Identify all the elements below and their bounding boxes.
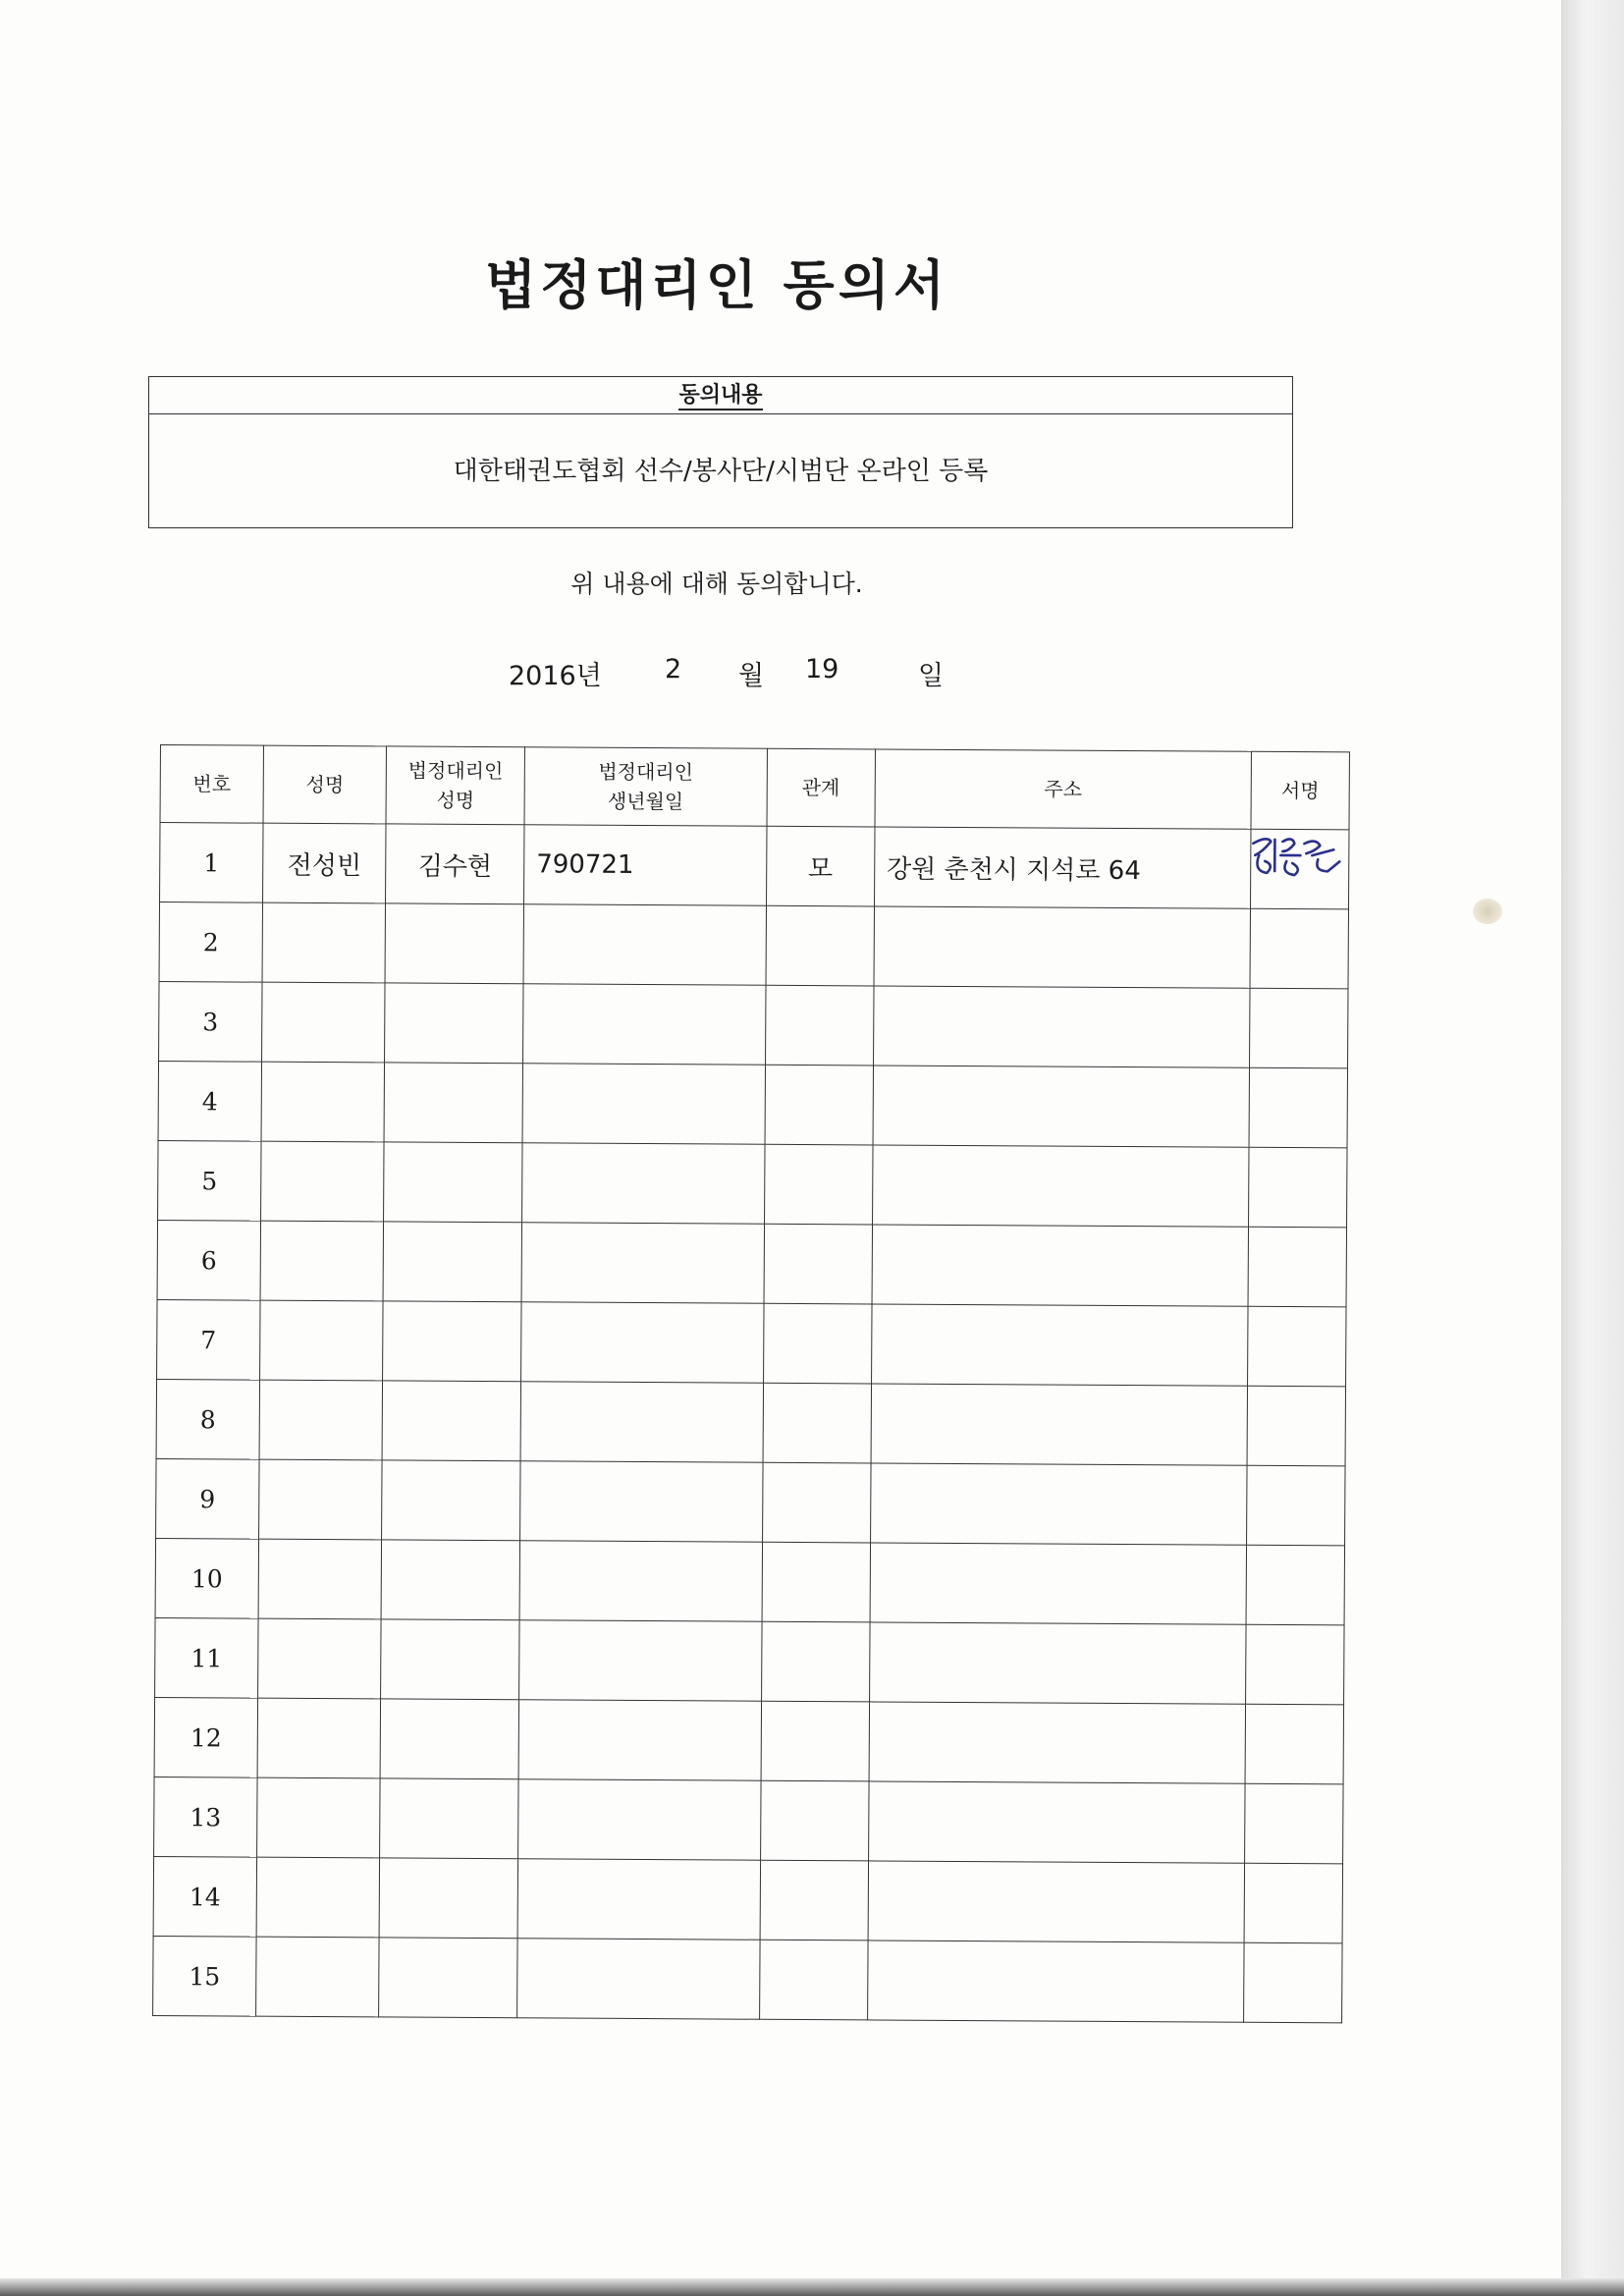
header-no: 번호 [160,745,263,824]
cell-signature [1251,829,1349,909]
consent-header-label: 동의내용 [678,383,762,410]
cell-name [257,1777,381,1858]
cell-signature [1244,1942,1342,2023]
cell-guardian [382,1381,520,1461]
date-month-unit: 월 [738,661,765,691]
consent-body: 대한태권도협회 선수/봉사단/시범단 온라인 등록 [453,457,989,486]
cell-name [261,1141,385,1222]
header-signature: 서명 [1251,751,1349,830]
cell-signature [1246,1545,1344,1625]
table-row [158,1061,1347,1147]
header-guardian-birth-line1: 법정대리인 [598,759,694,785]
cell-address [872,1145,1249,1227]
cell-relation [765,1065,874,1145]
cell-signature [1249,1147,1347,1228]
document-title: 법정대리인 동의서 [484,254,949,316]
cell-name [256,1857,380,1938]
cell-address [871,1304,1248,1386]
cell-no: 10 [155,1538,258,1618]
table-row [158,1140,1347,1227]
cell-relation [760,1780,869,1861]
cell-no: 11 [155,1617,258,1698]
date-day-unit: 일 [918,661,945,691]
paper-stain [1473,899,1502,924]
cell-name [258,1618,382,1699]
cell-birth: 790721 [524,825,767,906]
cell-birth [519,1620,762,1702]
table-body [153,823,1349,2023]
cell-guardian [381,1619,519,1700]
table-row [156,1379,1345,1465]
cell-birth [517,1859,760,1941]
cell-guardian [380,1699,518,1779]
cell-no: 12 [154,1697,257,1777]
table-row [153,1856,1342,1942]
cell-relation: 모 [766,826,875,906]
date-year: 2016년 [509,661,602,691]
cell-birth [519,1541,762,1622]
table-header-row [160,745,1349,830]
cell-birth [523,904,766,986]
cell-relation [763,1303,872,1384]
header-guardian-name-line2: 성명 [436,788,475,812]
cell-guardian [384,1063,522,1143]
cell-guardian [385,903,523,984]
cell-relation [762,1542,871,1622]
table-row [160,823,1349,909]
cell-relation [762,1462,871,1543]
cell-address [873,986,1250,1067]
table-row [157,1220,1346,1306]
cell-relation [763,1383,872,1463]
cell-name [262,902,386,983]
table-row [159,902,1348,989]
cell-relation [766,905,875,986]
cell-no: 2 [159,902,262,983]
cell-signature [1249,1067,1347,1148]
cell-no: 4 [158,1061,261,1141]
header-guardian-birth-line2: 생년월일 [607,789,684,814]
registration-table [152,744,1350,2023]
cell-relation [764,1144,873,1225]
cell-signature [1250,988,1348,1068]
header-guardian-name-line1: 법정대리인 [407,758,504,784]
cell-signature [1245,1783,1343,1864]
cell-address [869,1622,1246,1704]
cell-name [261,1062,385,1142]
table-row [153,1936,1342,2022]
cell-birth [520,1382,763,1463]
cell-signature [1244,1863,1342,1943]
cell-address: 강원 춘천시 지석로 64 [874,827,1251,908]
header-name: 성명 [263,745,387,824]
cell-guardian [383,1222,521,1302]
cell-signature [1250,908,1348,989]
page-edge [1561,0,1624,2296]
cell-address [872,1225,1249,1306]
table-row [155,1538,1344,1624]
cell-birth [518,1700,761,1781]
cell-relation [764,1224,873,1304]
date-month: 2 [665,654,682,684]
header-relation: 관계 [767,748,876,827]
cell-no: 13 [154,1777,257,1857]
cell-birth [518,1779,761,1861]
cell-no: 8 [156,1379,259,1459]
agree-statement: 위 내용에 대해 동의합니다. [570,570,863,598]
consent-box [148,376,1293,528]
table-row [154,1777,1343,1863]
header-address: 주소 [875,749,1252,829]
cell-birth [523,984,766,1066]
cell-no: 9 [156,1458,259,1539]
header-guardian-name [386,746,524,825]
cell-birth [520,1461,763,1543]
scan-bottom-edge [0,2278,1624,2296]
cell-address [870,1543,1247,1624]
table-row [159,981,1348,1067]
cell-name [262,982,386,1063]
cell-signature [1247,1386,1345,1466]
cell-no: 5 [158,1140,261,1221]
cell-guardian: 김수현 [386,824,524,904]
cell-name [260,1221,384,1301]
cell-no: 7 [157,1299,260,1380]
cell-address [868,1861,1245,1942]
cell-name [258,1539,382,1619]
cell-address [874,906,1251,988]
handwritten-signature [1245,822,1353,902]
cell-name [256,1937,380,2017]
cell-address [868,1781,1245,1863]
cell-guardian [384,1142,522,1223]
cell-signature [1248,1227,1346,1307]
cell-no: 14 [153,1856,256,1937]
table-row [156,1458,1345,1545]
cell-guardian [382,1460,520,1541]
header-guardian-birth [524,747,767,827]
cell-relation [761,1621,870,1702]
cell-birth [522,1064,765,1145]
cell-guardian [380,1778,518,1859]
cell-birth [521,1302,764,1384]
cell-birth [521,1223,764,1304]
cell-no: 6 [157,1220,260,1300]
date-day: 19 [805,654,839,684]
cell-no: 3 [159,981,262,1062]
cell-guardian [379,1938,517,2018]
cell-guardian [379,1858,517,1939]
cell-no: 15 [153,1936,256,2016]
cell-relation [760,1860,869,1941]
cell-birth [517,1939,760,2020]
table-row [155,1617,1344,1704]
cell-name [259,1459,383,1540]
cell-name [257,1698,381,1778]
cell-name [259,1380,383,1460]
cell-address [871,1384,1248,1465]
cell-relation [759,1940,868,2020]
consent-header [149,377,1292,414]
cell-address [873,1066,1250,1147]
table-row [154,1697,1343,1783]
cell-signature [1245,1704,1343,1784]
table-row [157,1299,1346,1386]
cell-no: 1 [160,823,263,903]
cell-guardian [383,1301,521,1382]
cell-address [870,1463,1247,1545]
cell-relation [765,985,874,1066]
cell-name: 전성빈 [263,823,387,903]
cell-relation [761,1701,870,1781]
cell-name [260,1300,384,1381]
cell-signature [1247,1465,1345,1546]
cell-guardian [385,983,523,1064]
cell-birth [522,1143,765,1225]
cell-address [869,1702,1246,1783]
cell-signature [1246,1624,1344,1705]
cell-signature [1248,1306,1346,1387]
cell-guardian [381,1540,519,1620]
cell-address [867,1941,1244,2022]
